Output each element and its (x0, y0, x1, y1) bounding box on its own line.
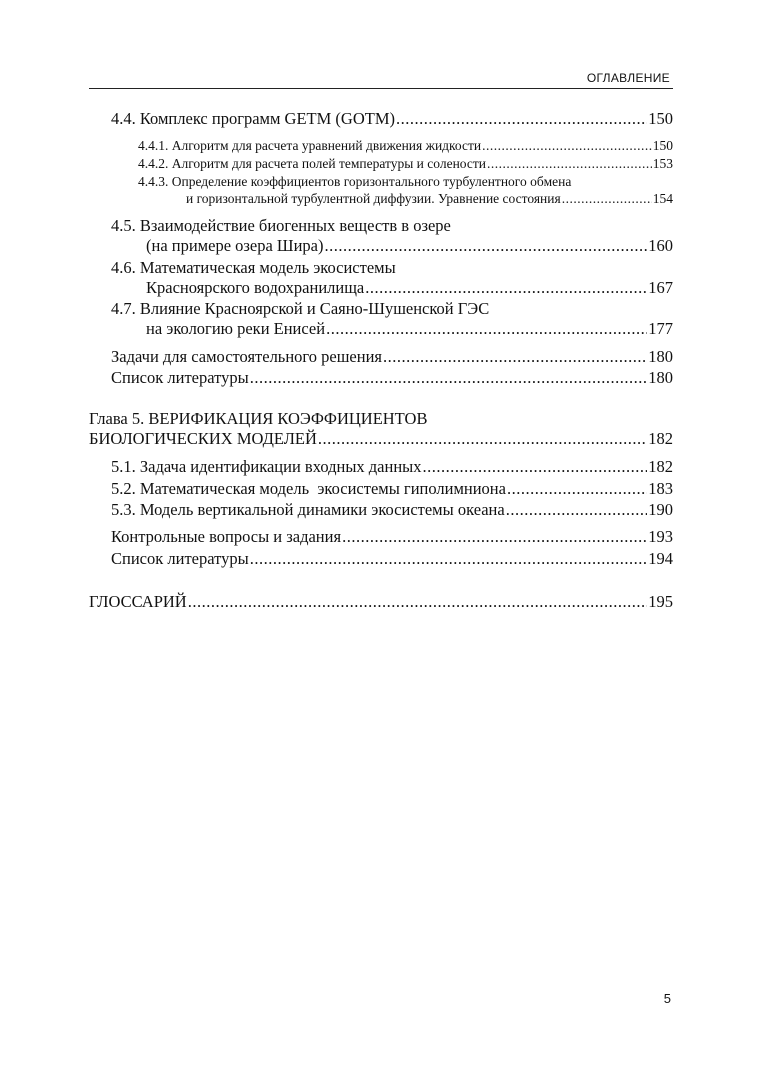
toc-entry-chapter-5-cont[interactable] (89, 429, 673, 449)
toc-entry-text: Задачи для самостоятельного решения (111, 347, 382, 366)
toc-entry-text: и горизонтальной турбулентной диффузии. Уравнение состояния (186, 191, 561, 206)
toc-entry-text: 4.4.3. Определение коэффициентов горизонтального турбулентного обмена (138, 174, 572, 189)
toc-entry-4-7-cont[interactable] (146, 319, 673, 339)
toc-entry-text: БИОЛОГИЧЕСКИХ МОДЕЛЕЙ (89, 429, 317, 448)
toc-entry-4-4-1[interactable] (138, 138, 673, 154)
dot-leader (365, 278, 647, 298)
toc-entry-page: 167 (648, 278, 673, 297)
toc-entry-5-1[interactable] (111, 457, 673, 477)
toc-entry-text: Красноярского водохранилища (146, 278, 365, 297)
toc-entry-page: 182 (648, 429, 673, 448)
dot-leader (507, 479, 647, 499)
toc-entry-page: 177 (648, 319, 673, 338)
toc-entry-text: ГЛОССАРИЙ (89, 592, 187, 611)
toc-entry-page: 153 (652, 156, 673, 171)
toc-entry-text: (на примере озера Шира) (146, 236, 324, 255)
toc-entry-page: 154 (652, 191, 673, 206)
toc-entry-page: 160 (648, 236, 673, 255)
toc-entry-page: 190 (648, 500, 673, 519)
toc-entry-4-6[interactable] (111, 258, 673, 278)
toc-entry-5-3[interactable] (111, 500, 673, 520)
toc-entry-text: Глава 5. ВЕРИФИКАЦИЯ КОЭФФИЦИЕНТОВ (89, 409, 428, 428)
toc-entry-4-4-3-cont[interactable] (186, 191, 673, 207)
toc-entry-page: 180 (648, 347, 673, 366)
dot-leader (482, 138, 652, 154)
toc-entry-4-5-cont[interactable] (146, 236, 673, 256)
toc-entry-text: Список литературы (111, 368, 249, 387)
dot-leader (324, 236, 647, 256)
toc-entry-text: Контрольные вопросы и задания (111, 527, 342, 546)
toc-entry-text: Список литературы (111, 549, 249, 568)
toc-entry-text: 4.6. Математическая модель экосистемы (111, 258, 396, 277)
toc-entry-page: 195 (648, 592, 673, 611)
dot-leader (250, 549, 648, 569)
toc-entry-4-4-3[interactable] (138, 174, 673, 190)
toc-entry-text: 4.4.2. Алгоритм для расчета полей температуры и солености (138, 156, 487, 171)
toc-entry-4-4[interactable] (111, 109, 673, 129)
toc-entry-page: 180 (648, 368, 673, 387)
dot-leader (342, 527, 647, 547)
toc-entry-text: на экологию реки Енисей (146, 319, 326, 338)
dot-leader (250, 368, 648, 388)
toc-entry-text: 4.4.1. Алгоритм для расчета уравнений движения жидкости (138, 138, 482, 153)
toc-entry-page: 183 (648, 479, 673, 498)
toc-entry-page: 150 (648, 109, 673, 128)
running-header: ОГЛАВЛЕНИЕ (586, 71, 670, 85)
dot-leader (506, 500, 648, 520)
dot-leader (423, 457, 648, 477)
page-number: 5 (663, 991, 671, 1006)
toc-entry-glossary[interactable] (89, 592, 673, 612)
toc-entry-text: 4.7. Влияние Красноярской и Саяно-Шушенской ГЭС (111, 299, 490, 318)
toc-entry-page: 182 (648, 457, 673, 476)
dot-leader (188, 592, 648, 612)
toc-entry-references-5[interactable] (111, 549, 673, 569)
toc-entry-references-4[interactable] (111, 368, 673, 388)
toc-entry-4-7[interactable] (111, 299, 673, 319)
toc-entry-text: 4.5. Взаимодействие биогенных веществ в озере (111, 216, 451, 235)
toc-entry-tasks[interactable] (111, 347, 673, 367)
toc-entry-text: 4.4. Комплекс программ GETM (GOTM) (111, 109, 395, 128)
toc-entry-text: 5.2. Математическая модель экосистемы гиполимниона (111, 479, 506, 498)
dot-leader (487, 156, 652, 172)
toc-entry-text: 5.3. Модель вертикальной динамики экосистемы океана (111, 500, 505, 519)
toc-entry-page: 194 (648, 549, 673, 568)
dot-leader (318, 429, 647, 449)
dot-leader (396, 109, 647, 129)
dot-leader (562, 191, 652, 207)
toc-entry-4-6-cont[interactable] (146, 278, 673, 298)
toc-entry-4-4-2[interactable] (138, 156, 673, 172)
toc-entry-page: 150 (652, 138, 673, 153)
toc-entry-questions[interactable] (111, 527, 673, 547)
toc-entry-page: 193 (648, 527, 673, 546)
toc-entry-4-5[interactable] (111, 216, 673, 236)
toc-entry-chapter-5[interactable] (89, 409, 673, 429)
toc-entry-text: 5.1. Задача идентификации входных данных (111, 457, 422, 476)
dot-leader (326, 319, 647, 339)
dot-leader (383, 347, 647, 367)
toc-entry-5-2[interactable] (111, 479, 673, 499)
